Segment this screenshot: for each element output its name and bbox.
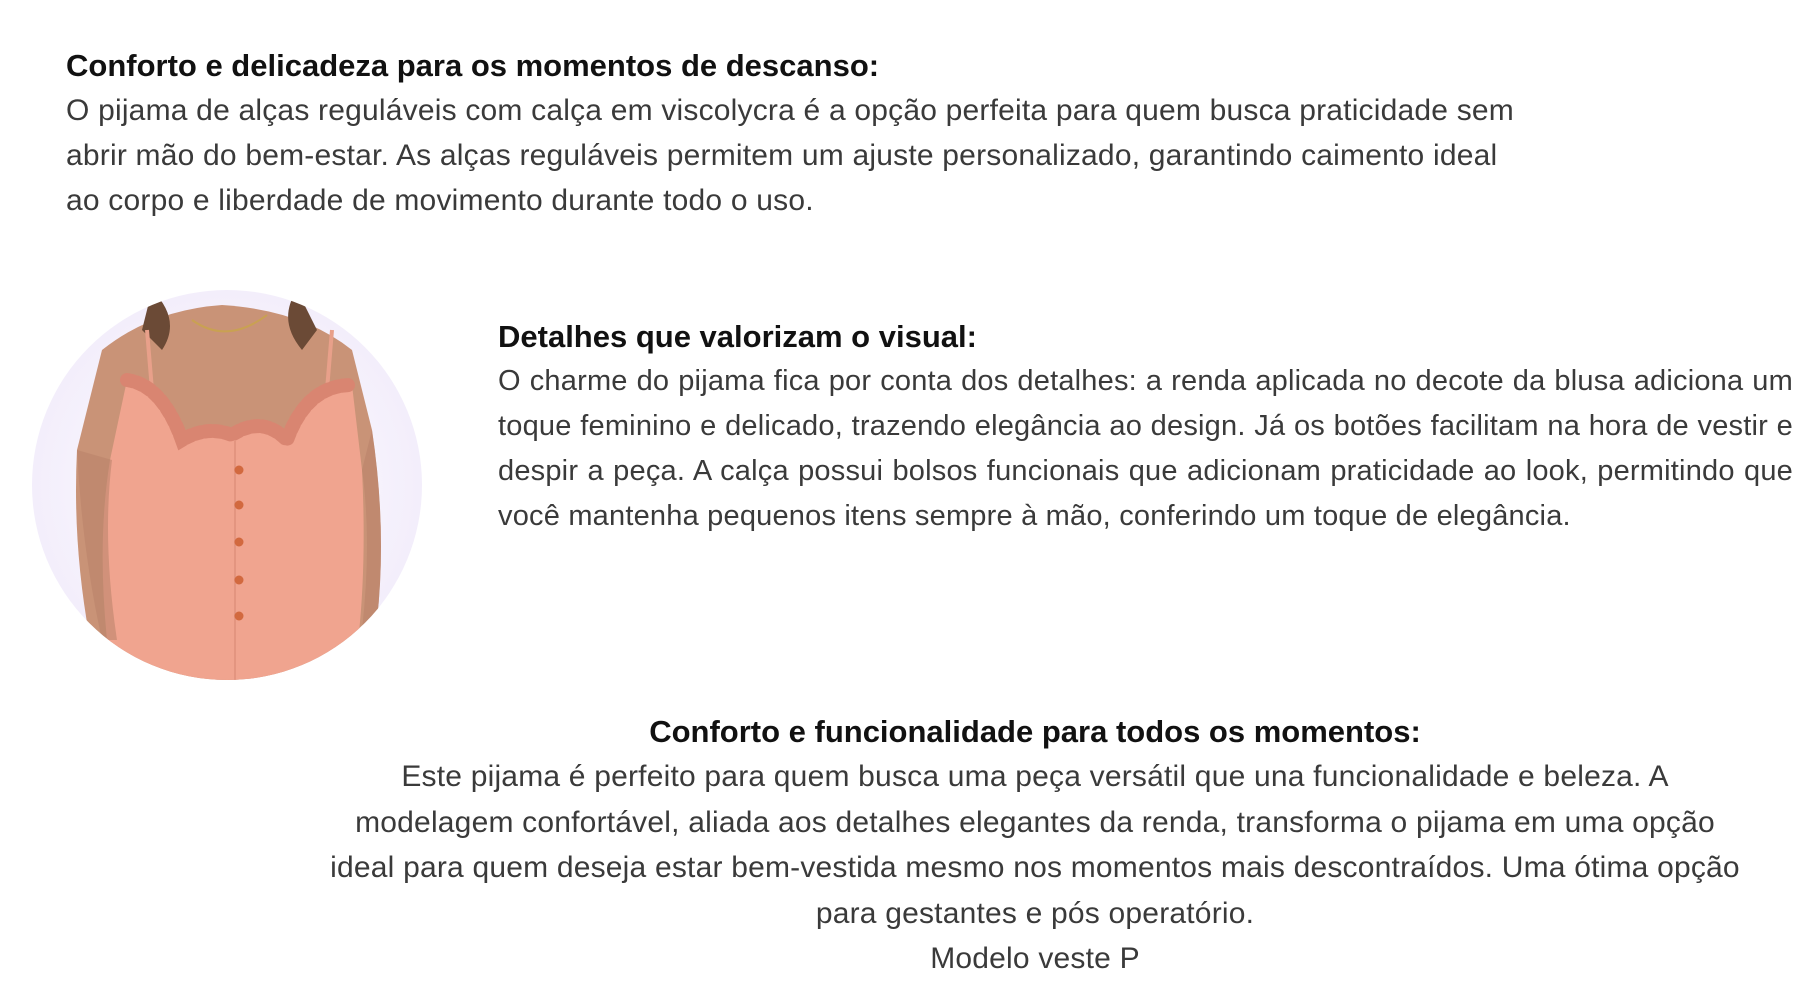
details-title: Detalhes que valorizam o visual: [498, 319, 977, 354]
intro-line: O pijama de alças reguláveis com calça em viscolycra é a opção perfeita para quem busca praticidade sem [66, 94, 1514, 127]
pajama-illustration [32, 290, 422, 680]
comfort-line: ideal para quem deseja estar bem-vestida mesmo nos momentos mais descontraídos. Uma ótima opção [330, 851, 1740, 884]
comfort-section [200, 710, 1800, 982]
button-5 [235, 612, 244, 621]
button-2 [235, 501, 244, 510]
button-4 [235, 576, 244, 585]
comfort-line: para gestantes e pós operatório. [815, 896, 1255, 930]
button-3 [235, 538, 244, 547]
intro-paragraph [66, 88, 1686, 223]
comfort-line: Este pijama é perfeito para quem busca uma peça versátil que una funcionalidade e beleza. A [401, 760, 1669, 793]
intro-title: Conforto e delicadeza para os momentos de descanso: [66, 48, 880, 83]
model-size-note: Modelo veste P [930, 942, 1140, 975]
intro-line: ao corpo e liberdade de movimento durante todo o uso. [66, 184, 814, 217]
details-section [498, 315, 1793, 539]
button-1 [235, 466, 244, 475]
intro-line: abrir mão do bem-estar. As alças reguláveis permitem um ajuste personalizado, garantindo caimento ideal [66, 139, 1498, 172]
product-photo [32, 290, 422, 680]
intro-section [66, 44, 1686, 223]
comfort-title: Conforto e funcionalidade para todos os momentos: [649, 714, 1421, 749]
details-paragraph: O charme do pijama fica por conta dos detalhes: a renda aplicada no decote da blusa adiciona um toque feminino e delicado, trazendo elegância ao design. Já os botões facilitam na hora de vestir e despir a peça. A calça possui bolsos funcionais que adicionam praticidade ao look, permitindo que você mantenha pequenos itens sempre à mão, conferindo um toque de elegância. [498, 365, 1793, 532]
comfort-paragraph [200, 754, 1800, 982]
comfort-line: modelagem confortável, aliada aos detalhes elegantes da renda, transforma o pijama em uma opção [355, 805, 1715, 839]
